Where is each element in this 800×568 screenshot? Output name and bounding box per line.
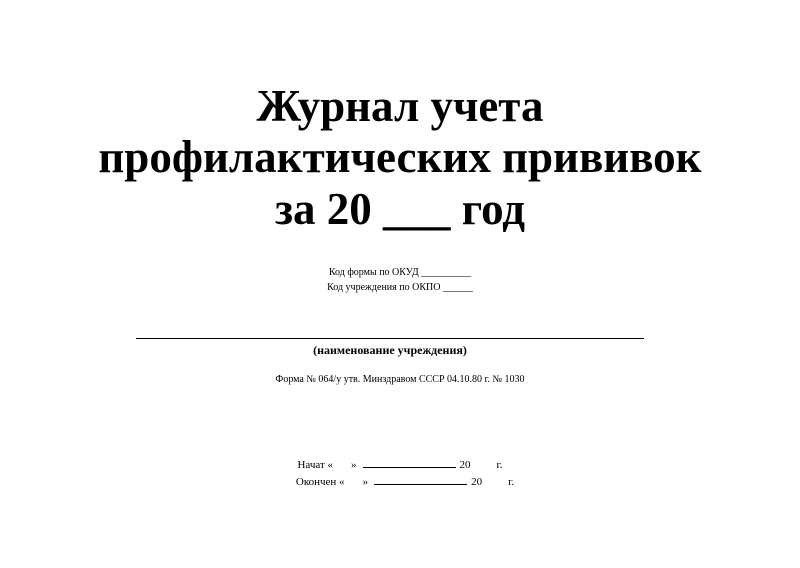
title-line-2: профилактических прививок <box>98 132 702 182</box>
started-year-suffix: г. <box>496 459 503 471</box>
started-month-blank <box>363 457 456 468</box>
title-line-1: Журнал учета <box>256 81 544 131</box>
started-date-row <box>0 457 800 474</box>
form-approval-note: Форма № 064/у утв. Минздравом СССР 04.10.80 г. № 1030 <box>275 374 525 385</box>
started-year-prefix: 20 <box>459 459 471 471</box>
ended-label: Окончен « <box>295 476 345 488</box>
title-line-3: за 20 ___ год <box>274 184 526 234</box>
institution-caption: (наименование учреждения) <box>313 343 467 357</box>
ended-quote-close: » <box>362 476 369 488</box>
started-label: Начат « <box>297 459 334 471</box>
ended-month-blank <box>374 474 467 485</box>
ended-year-prefix: 20 <box>471 476 483 488</box>
okud-code: Код формы по ОКУД __________ <box>328 267 472 278</box>
ended-year-suffix: г. <box>508 476 515 488</box>
okpo-code: Код учреждения по ОКПО ______ <box>327 282 473 293</box>
institution-name-line <box>136 338 644 339</box>
started-quote-close: » <box>351 459 357 471</box>
form-codes <box>0 265 800 295</box>
dates-block <box>0 457 800 491</box>
ended-date-row <box>5 474 800 491</box>
